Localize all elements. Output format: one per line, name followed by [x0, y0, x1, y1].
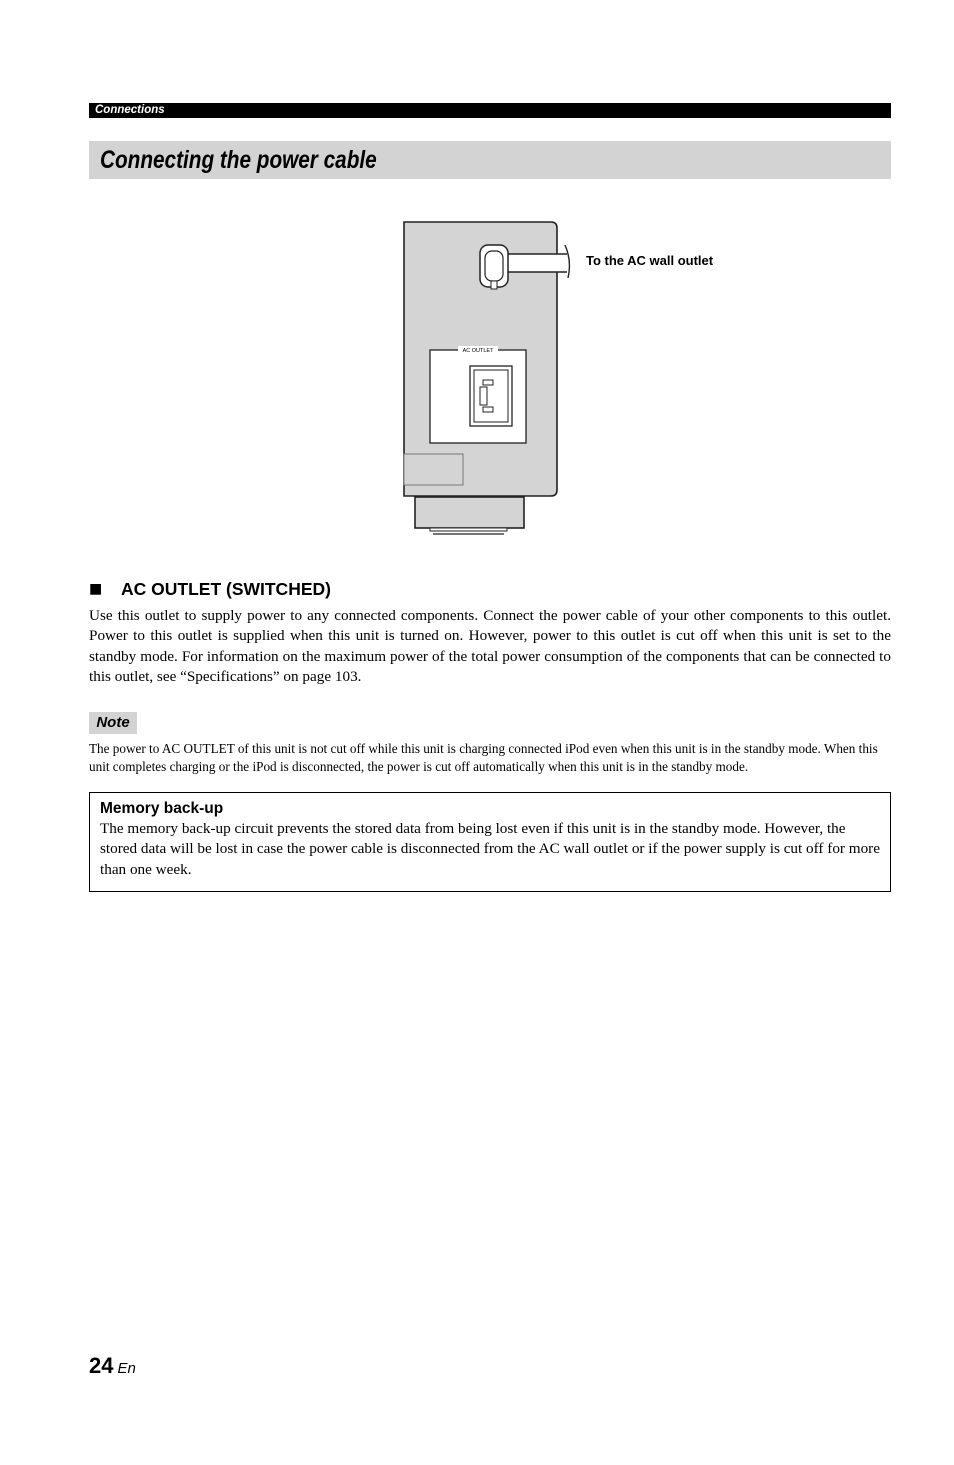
- unit-foot: [415, 497, 524, 528]
- ac-outlet-label: AC OUTLET: [462, 348, 494, 354]
- section-label: Connections: [95, 104, 165, 116]
- memory-backup-heading: Memory back-up: [100, 800, 224, 817]
- page-footer: [89, 1351, 136, 1381]
- page-language: En: [117, 1360, 136, 1377]
- note-badge: Note: [89, 712, 137, 734]
- ac-socket-slot-top: [483, 380, 493, 385]
- ac-socket-slot-main: [480, 387, 487, 405]
- ac-outlet-body: Use this outlet to supply power to any connected components. Connect the power cable of your other components to this outlet. Power to this outlet is supplied when this unit is turned on. However, power to this outlet is cut off when this unit is set to the standby mode. For information on the maximum power of the total power consumption of the components that can be connected to this outlet, see “Specifications” on page 103.: [89, 607, 891, 685]
- title-bar: [89, 141, 891, 179]
- ac-socket-inner: [474, 370, 508, 422]
- note-body: The power to AC OUTLET of this unit is not cut off while this unit is charging connected iPod even when this unit is in the standby mode. When this unit completes charging or the iPod is disconnected, the power is cut off automatically when this unit is in the standby mode.: [89, 741, 878, 774]
- cable-label: To the AC wall outlet: [586, 253, 714, 268]
- page-number: 24: [89, 1353, 114, 1378]
- panel-recess: [404, 454, 463, 485]
- section-header-bar: [89, 103, 891, 118]
- memory-backup-box: [89, 792, 891, 892]
- square-bullet-icon: ■: [89, 581, 103, 597]
- page-title: Connecting the power cable: [100, 146, 377, 174]
- ac-outlet-heading: [89, 578, 891, 600]
- memory-backup-body: The memory back-up circuit prevents the stored data from being lost even if this unit is in the standby mode. However, the stored data will be lost in case the power cable is disconnected from the AC wall outlet or if the power supply is cut off for more than one week.: [100, 820, 880, 878]
- ac-outlet-heading-text: AC OUTLET (SWITCHED): [121, 579, 331, 599]
- ac-plug-tab: [491, 281, 497, 289]
- foot-pad: [430, 528, 507, 531]
- ac-plug: [485, 251, 503, 281]
- ac-socket-slot-bottom: [483, 407, 493, 412]
